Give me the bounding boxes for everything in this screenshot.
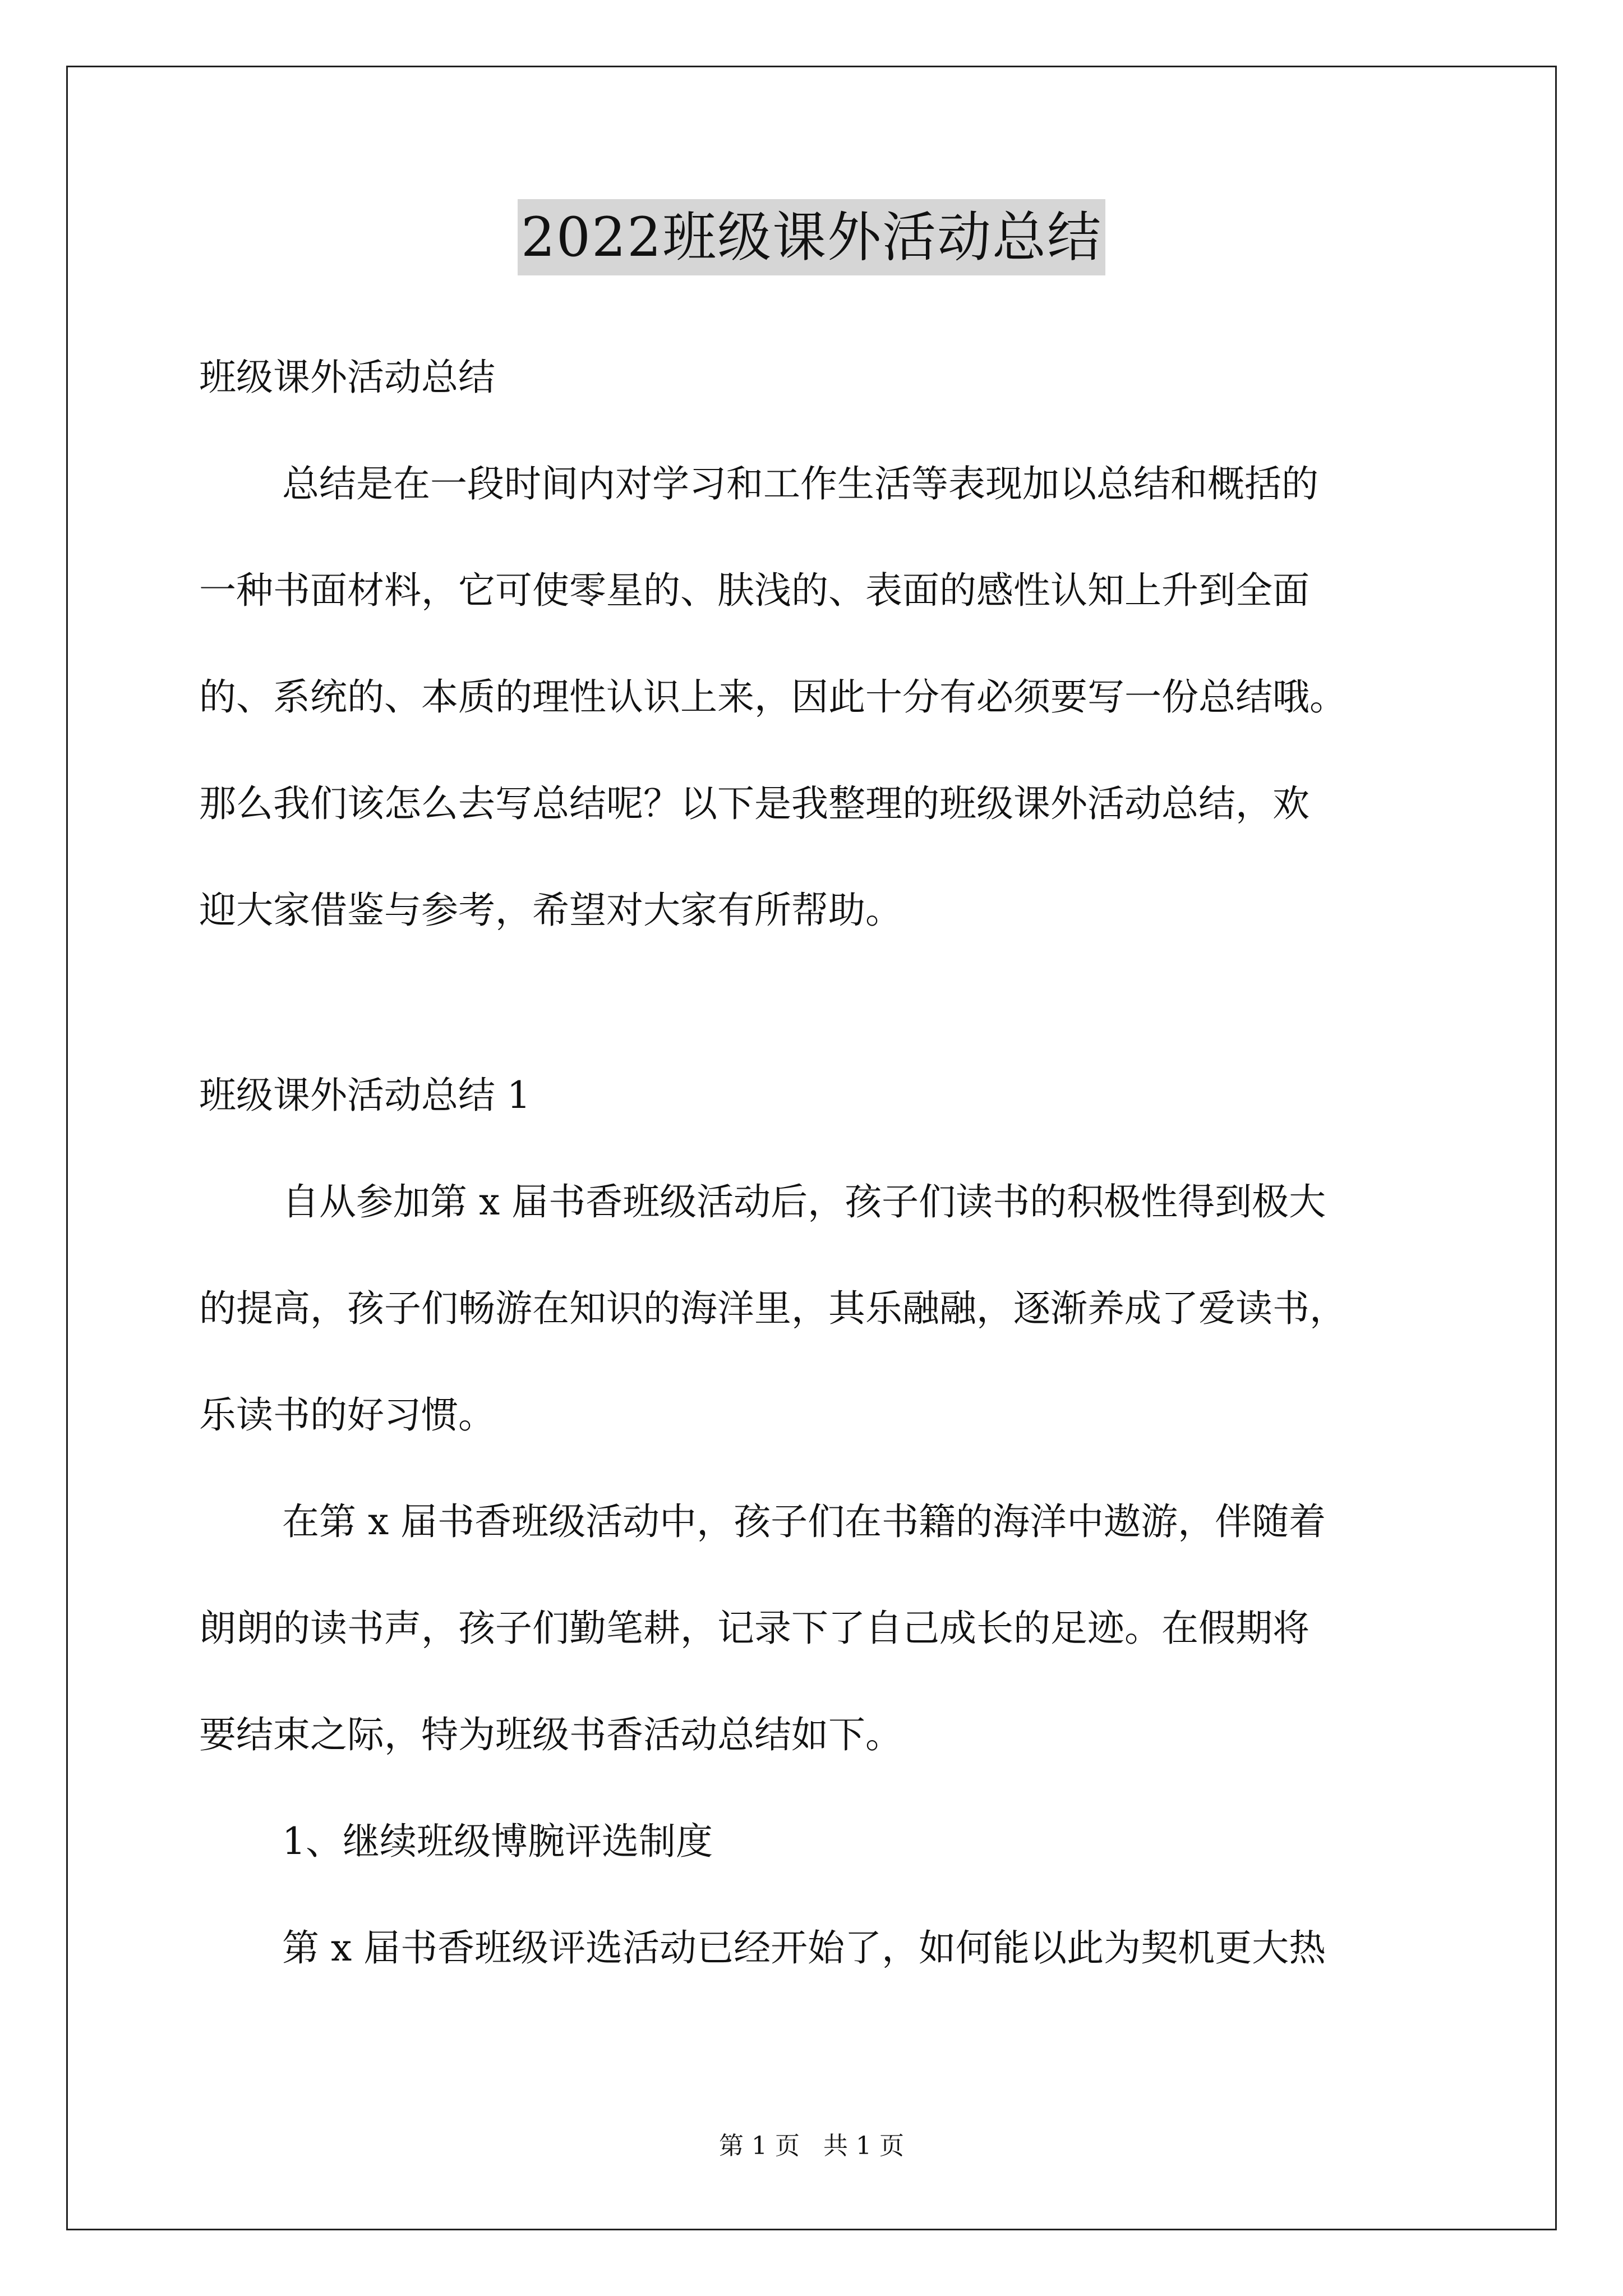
paragraph-line: 朗朗的读书声，孩子们勤笔耕，记录下了自己成长的足迹。在假期将 bbox=[199, 1607, 1310, 1650]
section-heading: 班级课外活动总结 1 bbox=[199, 1074, 531, 1117]
page-footer bbox=[0, 2129, 1623, 2163]
paragraph-line: 要结束之际，特为班级书香活动总结如下。 bbox=[199, 1713, 902, 1756]
paragraph-line: 一种书面材料，它可使零星的、肤浅的、表面的感性认知上升到全面 bbox=[199, 569, 1310, 612]
paragraph-line: 自从参加第 x 届书香班级活动后，孩子们读书的积极性得到极大 bbox=[282, 1180, 1326, 1223]
document-title: 2022班级课外活动总结 bbox=[518, 199, 1105, 275]
paragraph-line: 迎大家借鉴与参考，希望对大家有所帮助。 bbox=[199, 889, 902, 932]
paragraph-line: 第 x 届书香班级评选活动已经开始了，如何能以此为契机更大热 bbox=[282, 1926, 1326, 1970]
paragraph-line: 的、系统的、本质的理性认识上来，因此十分有必须要写一份总结哦。 bbox=[199, 675, 1347, 719]
paragraph-line: 在第 x 届书香班级活动中，孩子们在书籍的海洋中遨游，伴随着 bbox=[282, 1500, 1326, 1543]
list-item-heading: 1、继续班级博腕评选制度 bbox=[282, 1820, 713, 1863]
paragraph-line: 总结是在一段时间内对学习和工作生活等表现加以总结和概括的 bbox=[282, 462, 1318, 505]
title-container bbox=[0, 199, 1623, 275]
paragraph-line: 的提高，孩子们畅游在知识的海洋里，其乐融融，逐渐养成了爱读书， bbox=[199, 1287, 1347, 1330]
paragraph-line: 乐读书的好习惯。 bbox=[199, 1393, 495, 1437]
page-number: 第 1 页 bbox=[719, 2132, 800, 2160]
page-total: 共 1 页 bbox=[823, 2132, 904, 2160]
paragraph-line: 那么我们该怎么去写总结呢？以下是我整理的班级课外活动总结，欢 bbox=[199, 782, 1310, 825]
section-heading: 班级课外活动总结 bbox=[199, 356, 495, 399]
